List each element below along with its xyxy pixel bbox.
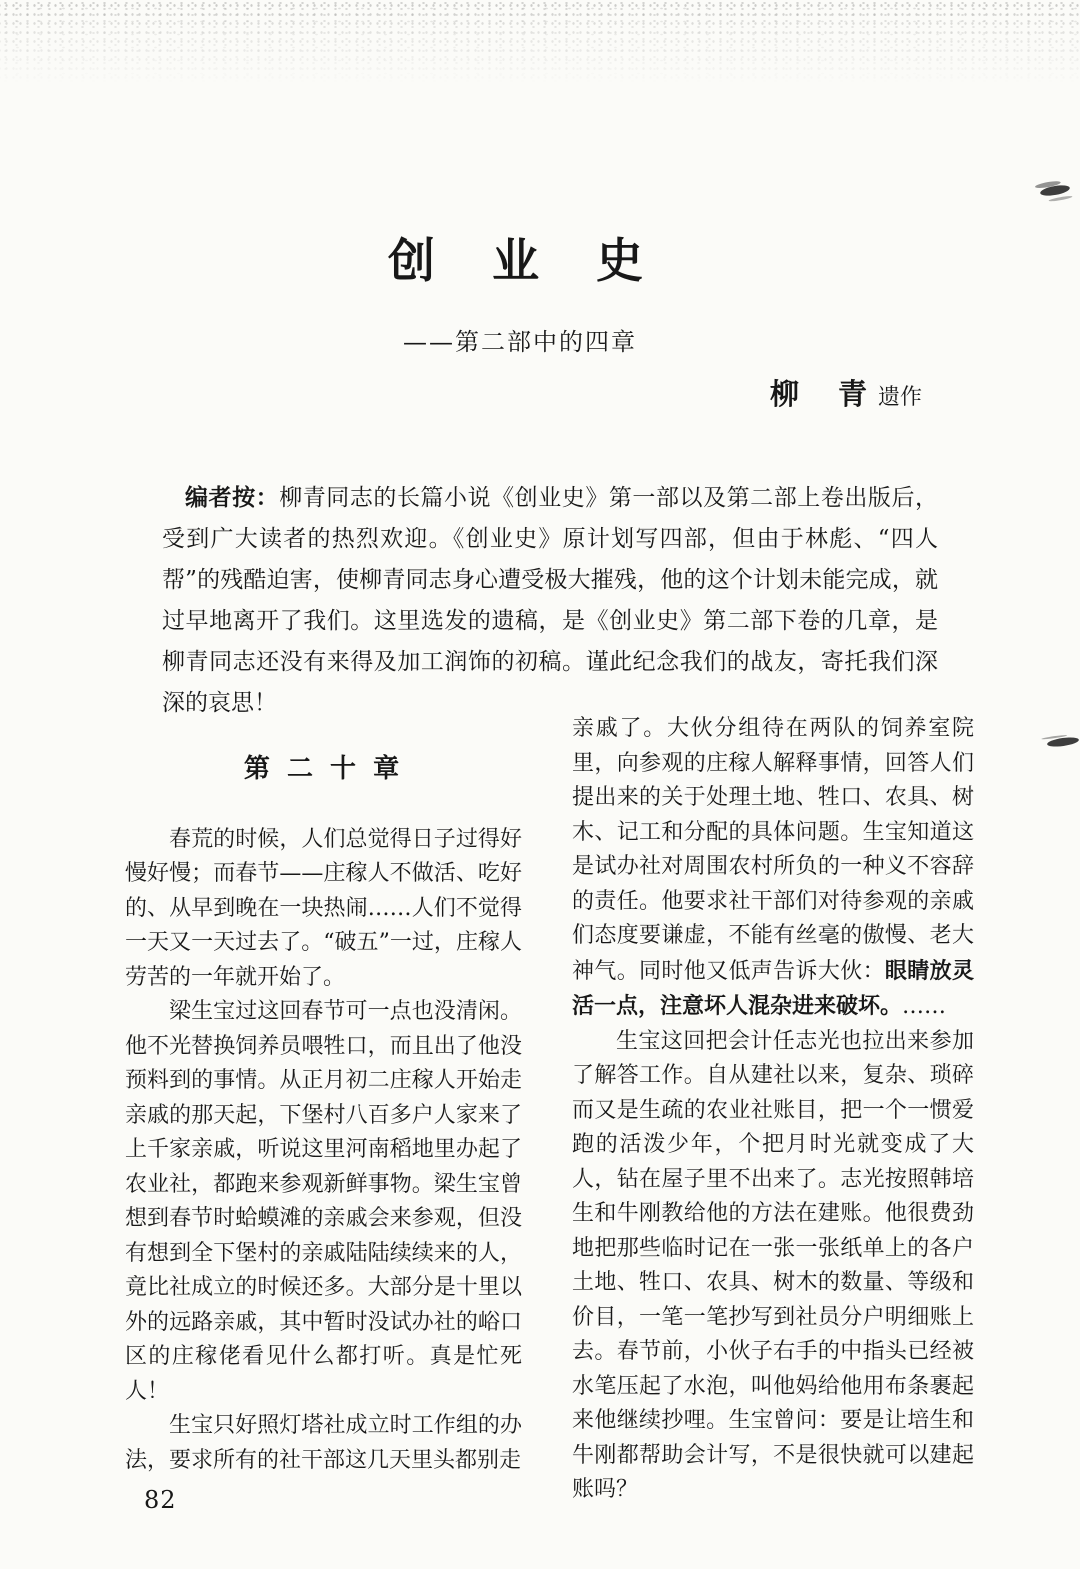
- subtitle: ——第二部中的四章: [403, 328, 637, 356]
- ink-smudge-artifact: [1047, 736, 1080, 748]
- body-paragraph: 生宝只好照灯塔社成立时工作组的办法，要求所有的社干部这几天里头都别走: [125, 1413, 522, 1473]
- author-name: 柳 青: [770, 377, 873, 411]
- body-paragraph: 春荒的时候，人们总觉得日子过得好慢好慢；而春节——庄稼人不做活、吃好的、从早到晚在一块热闹……人们不觉得一天又一天过去了。“破五”一过，庄稼人劳苦的一年就开始了。: [125, 826, 522, 990]
- author-line: [770, 372, 922, 413]
- paragraph-text: ……: [902, 994, 947, 1019]
- body-paragraph: 梁生宝过这回春节可一点也没清闲。他不光替换饲养员喂牲口，而且出了他没预料到的事情。从正月初二庄稼人开始走亲戚的那天起，下堡村八百多户人家来了上千家亲戚，听说这里河南稻地里办起了农业社，都跑来参观新鲜事物。梁生宝曾想到春节时蛤蟆滩的亲戚会来参观，但没有想到全下堡村的亲戚陆陆续续来的人，竟比社成立的时候还多。大部分是十里以外的远路亲戚，其中暂时没试办社的峪口区的庄稼佬看见什么都打听。真是忙死人！: [125, 999, 522, 1404]
- paragraph-text: 亲戚了。大伙分组待在两队的饲养室院里，向参观的庄稼人解释事情，回答人们提出来的关于处理土地、牲口、农具、树木、记工和分配的具体问题。生宝知道这是试办社对周围农村所负的一种义不容辞的责任。他要求社干部们对待参观的亲戚们态度要谦虚，不能有丝毫的傲慢、老大神气。同时他又低声告诉大伙：: [572, 716, 974, 984]
- editor-note: [162, 478, 938, 724]
- ink-smudge-artifact: [1039, 183, 1070, 197]
- right-column: [572, 712, 974, 1508]
- scan-noise-artifact: [0, 0, 1080, 85]
- paragraph-emphasis-text: 眼睛放灵活一点，注意坏人混杂进来破坏。: [572, 957, 974, 1019]
- page-number: 82: [144, 1486, 177, 1514]
- editor-note-label: 编者按：: [185, 485, 280, 511]
- body-paragraph-continuation: [572, 712, 974, 1025]
- chapter-heading: 第 二 十 章: [243, 754, 404, 784]
- author-suffix: 遗作: [878, 385, 923, 410]
- editor-note-paragraph: [162, 478, 938, 724]
- editor-note-text: 柳青同志的长篇小说《创业史》第一部以及第二部上卷出版后，受到广大读者的热烈欢迎。《创业史》原计划写四部，但由于林彪、“四人帮”的残酷迫害，使柳青同志身心遭受极大摧残，他的这个计划未能完成，就过早地离开了我们。这里选发的遗稿，是《创业史》第二部下卷的几章，是柳青同志还没有来得及加工润饰的初稿。谨此纪念我们的战友，寄托我们深深的哀思！: [162, 485, 939, 716]
- left-column: [125, 752, 522, 1478]
- page-title: 创 业 史: [388, 234, 648, 289]
- body-paragraph: 生宝这回把会计任志光也拉出来参加了解答工作。自从建社以来，复杂、琐碎而又是生疏的农业社账目，把一个一惯爱跑的活泼少年，个把月时光就变成了大人，钻在屋子里不出来了。志光按照韩培生和牛刚教给他的方法在建账。他很费劲地把那些临时记在一张一张纸单上的各户土地、牲口、农具、树木的数量、等级和价目，一笔一笔抄写到社员分户明细账上去。春节前，小伙子右手的中指头已经被水笔压起了水泡，叫他妈给他用布条裹起来他继续抄哩。生宝曾问：要是让培生和牛刚都帮助会计写，不是很快就可以建起账吗？: [572, 1028, 974, 1502]
